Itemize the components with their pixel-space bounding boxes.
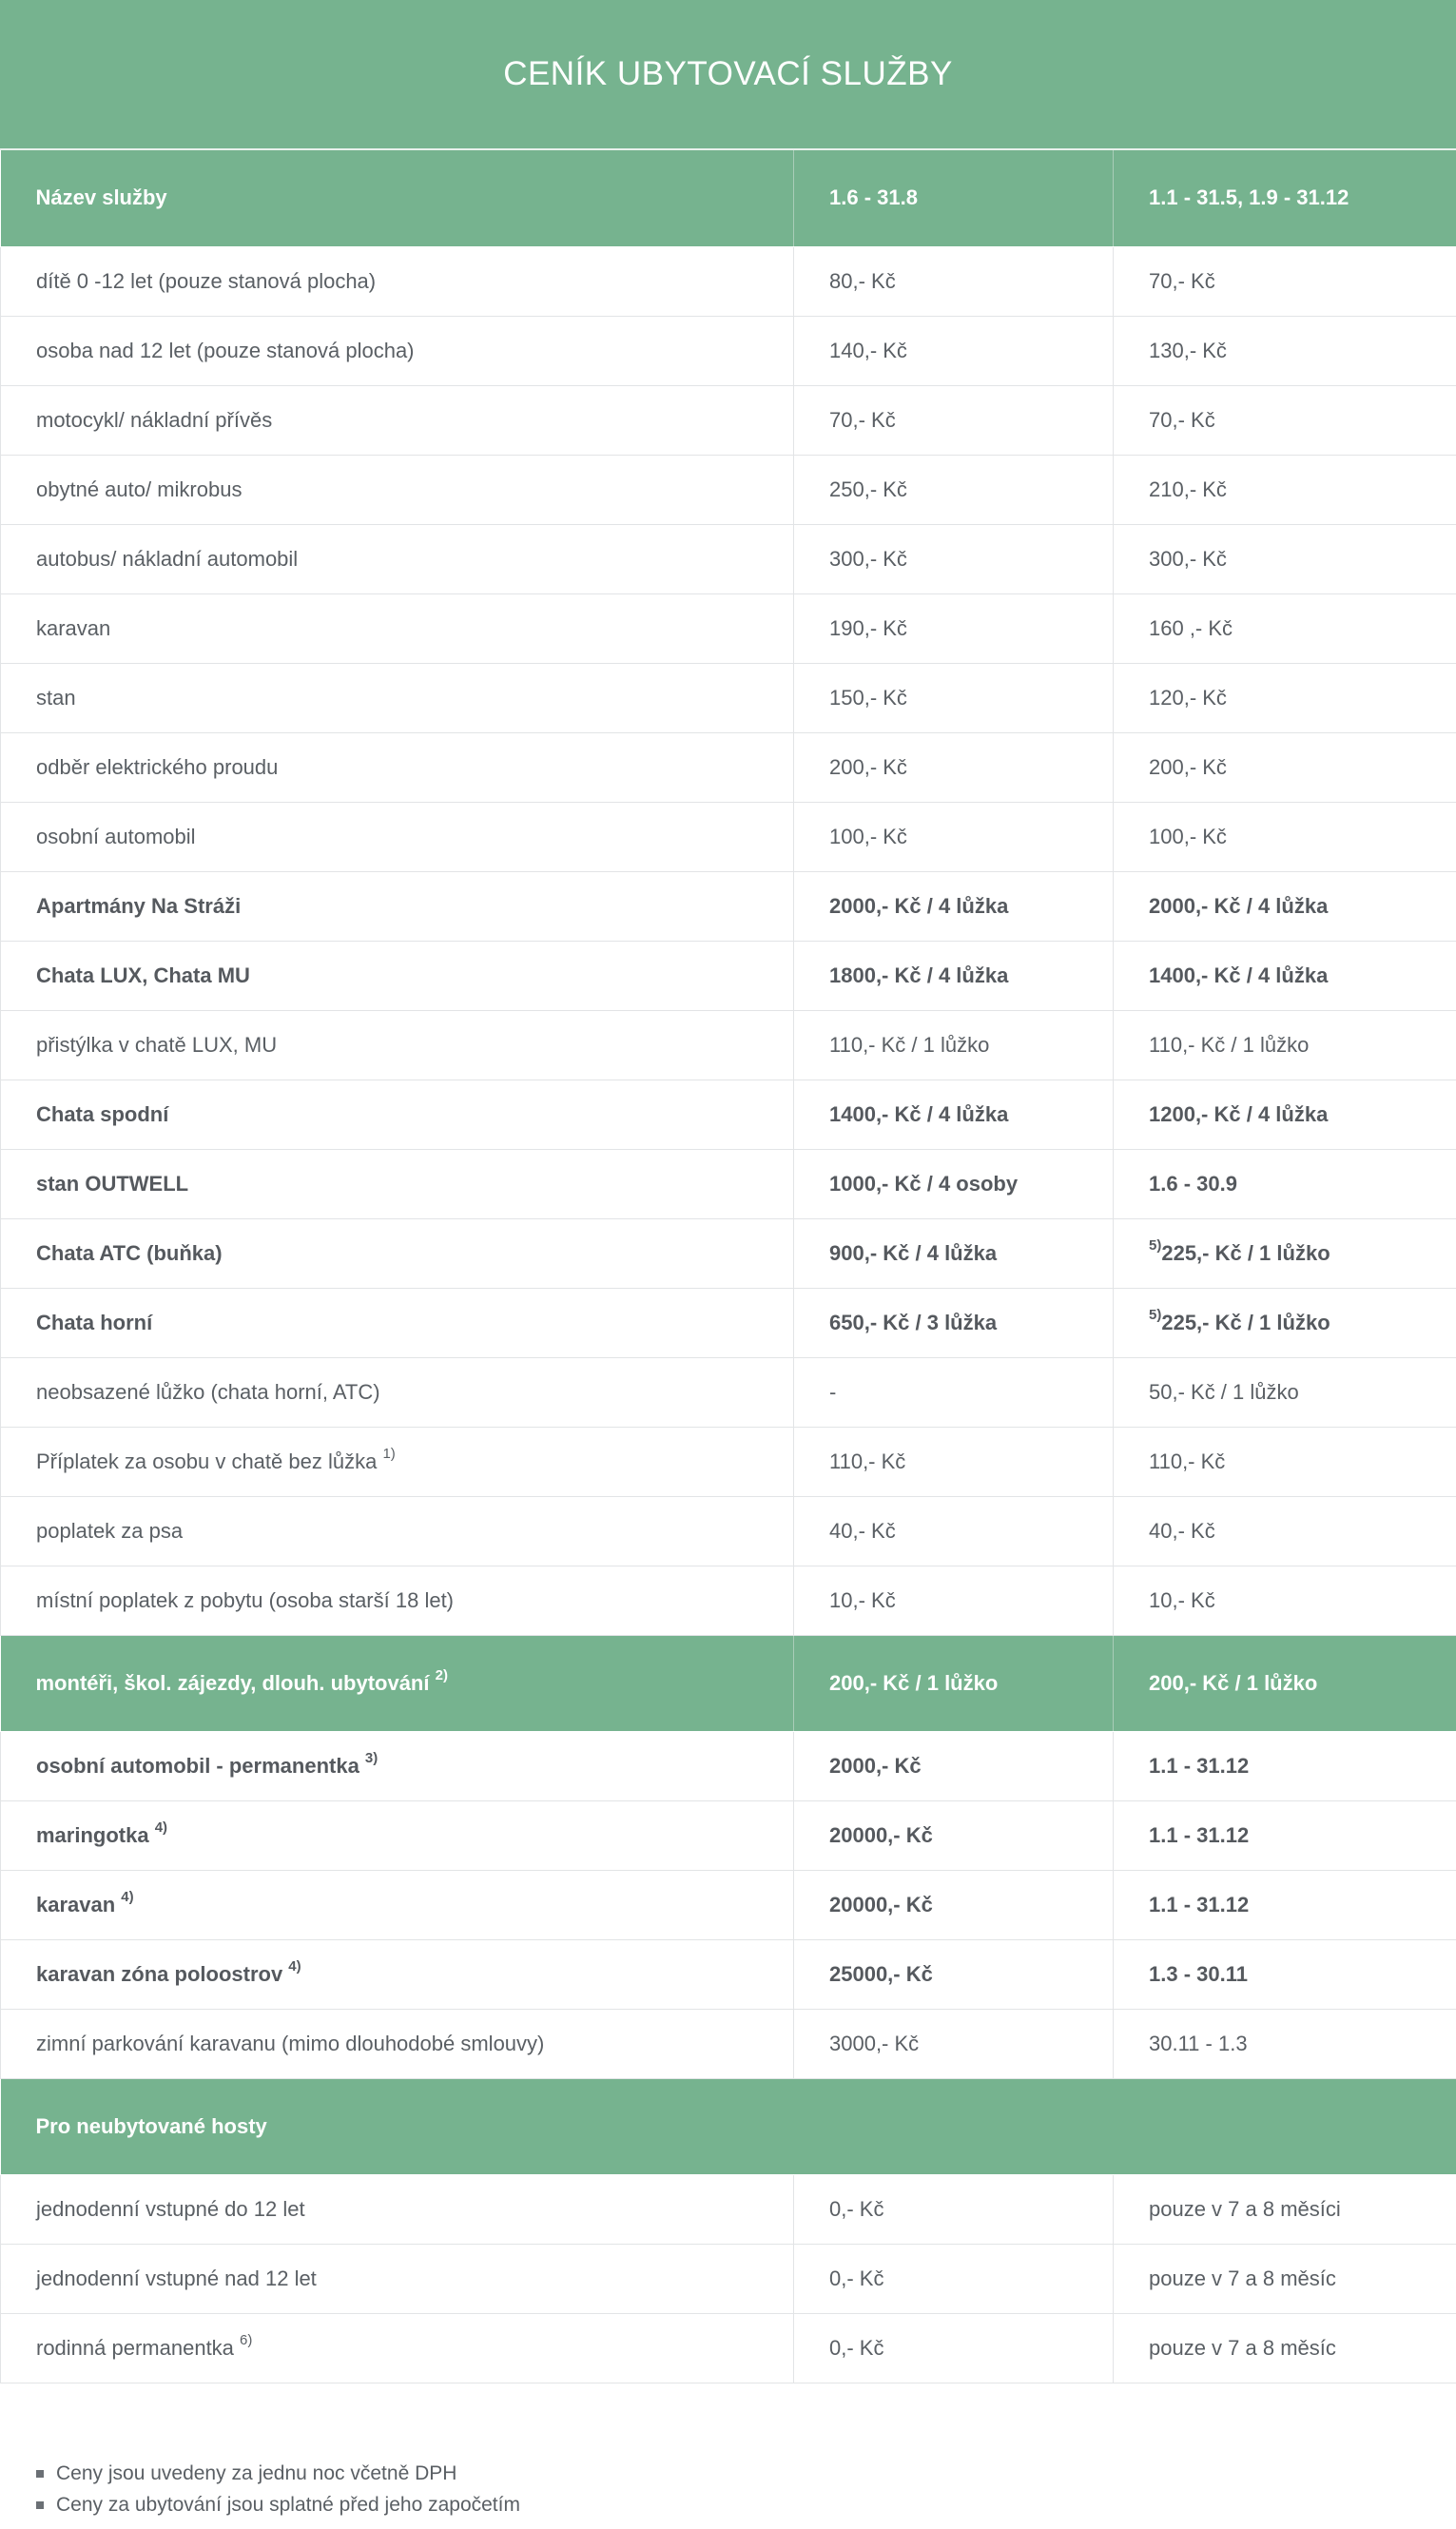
service-name-cell (1, 1149, 794, 1218)
service-name: motocykl/ nákladní přívěs (36, 407, 273, 432)
header-summer-season: 1.6 - 31.8 (794, 150, 1114, 246)
off-season-price-cell (1114, 1731, 1456, 1800)
summer-price-cell: 250,- Kč (794, 455, 1114, 524)
service-name-cell (1, 1731, 794, 1800)
header-off-season: 1.1 - 31.5, 1.9 - 31.12 (1114, 150, 1456, 246)
summer-price-cell: 20000,- Kč (794, 1800, 1114, 1870)
price-table-body (1, 150, 1456, 2383)
service-name: místní poplatek z pobytu (osoba starší 18 let) (36, 1587, 455, 1612)
service-name: stan (36, 685, 76, 710)
off-season-price: 300,- Kč (1149, 546, 1227, 571)
table-row (1, 2313, 1456, 2383)
service-name: stan OUTWELL (36, 1171, 189, 1196)
service-name-cell (1, 1635, 794, 1731)
off-season-price-cell (1114, 455, 1456, 524)
off-season-price: 70,- Kč (1149, 407, 1215, 432)
footnote-marker: 6) (240, 2332, 253, 2349)
off-season-price: 225,- Kč / 1 lůžko (1161, 1240, 1330, 1265)
service-name-cell (1, 524, 794, 593)
table-row (1, 2244, 1456, 2313)
summer-price-cell: 200,- Kč (794, 732, 1114, 802)
service-name: Chata LUX, Chata MU (36, 963, 250, 987)
off-season-price: 1200,- Kč / 4 lůžka (1149, 1101, 1329, 1126)
off-season-price: 70,- Kč (1149, 268, 1215, 293)
service-name: Pro neubytované hosty (35, 2113, 267, 2138)
summer-price-cell: 10,- Kč (794, 1566, 1114, 1635)
off-season-price: 10,- Kč (1149, 1587, 1215, 1612)
off-season-price: pouze v 7 a 8 měsíc (1149, 2266, 1336, 2290)
service-name: autobus/ nákladní automobil (36, 546, 299, 571)
bullet-icon (36, 2501, 44, 2509)
summer-price-cell: 100,- Kč (794, 802, 1114, 871)
off-season-price: 100,- Kč (1149, 824, 1227, 848)
off-season-price: 130,- Kč (1149, 338, 1227, 362)
summer-price-cell: 70,- Kč (794, 385, 1114, 455)
service-name: Apartmány Na Stráži (36, 893, 242, 918)
off-season-price: 200,- Kč (1149, 754, 1227, 779)
service-name: osoba nad 12 let (pouze stanová plocha) (36, 338, 415, 362)
off-season-price-cell (1114, 1800, 1456, 1870)
table-row (1, 871, 1456, 941)
service-name-cell (1, 1939, 794, 2009)
off-season-price-cell (1114, 1635, 1456, 1731)
service-name: osobní automobil - permanentka (36, 1753, 365, 1778)
table-row (1, 316, 1456, 385)
table-row (1, 1080, 1456, 1149)
off-season-price: 225,- Kč / 1 lůžko (1161, 1310, 1330, 1334)
summer-price-cell: 40,- Kč (794, 1496, 1114, 1566)
note-text: Ceny za ubytování jsou splatné před jeho započetím (56, 2493, 520, 2516)
off-season-price-cell (1114, 2009, 1456, 2078)
table-row (1, 1010, 1456, 1080)
service-name-cell (1, 1357, 794, 1427)
service-name-cell (1, 1080, 794, 1149)
off-season-price: 1.1 - 31.12 (1149, 1892, 1250, 1916)
off-season-price-cell (1114, 1870, 1456, 1939)
service-name-cell (1, 1288, 794, 1357)
summer-price-cell: 0,- Kč (794, 2244, 1114, 2313)
service-name: neobsazené lůžko (chata horní, ATC) (36, 1379, 380, 1404)
section-row (1, 1635, 1456, 1731)
summer-price-cell: 200,- Kč / 1 lůžko (794, 1635, 1114, 1731)
summer-price-cell: 25000,- Kč (794, 1939, 1114, 2009)
note-item (36, 2489, 1456, 2520)
service-name-cell (1, 871, 794, 941)
summer-price-cell: 1800,- Kč / 4 lůžka (794, 941, 1114, 1010)
table-row (1, 1427, 1456, 1496)
service-name: jednodenní vstupné do 12 let (36, 2196, 305, 2221)
off-season-price: 40,- Kč (1149, 1518, 1215, 1543)
off-season-price-cell (1114, 1149, 1456, 1218)
service-name-cell (1, 593, 794, 663)
table-row (1, 1566, 1456, 1635)
off-season-price-cell (1114, 2244, 1456, 2313)
service-name: přistýlka v chatě LUX, MU (36, 1032, 278, 1057)
summer-price-cell: 140,- Kč (794, 316, 1114, 385)
summer-price-cell: 0,- Kč (794, 2313, 1114, 2383)
service-name-cell (1, 1218, 794, 1288)
service-name: Příplatek za osobu v chatě bez lůžka (36, 1449, 383, 1473)
footnote-marker: 5) (1149, 1307, 1162, 1324)
note-text: Ceny jsou uvedeny za jednu noc včetně DPH (56, 2461, 457, 2484)
price-table (0, 150, 1456, 2383)
off-season-price-cell (1114, 802, 1456, 871)
service-name-cell (1, 2174, 794, 2244)
service-name-cell (1, 1870, 794, 1939)
table-row (1, 1149, 1456, 1218)
summer-price-cell: 20000,- Kč (794, 1870, 1114, 1939)
off-season-price-cell (1114, 1218, 1456, 1288)
section-row (1, 2078, 1456, 2174)
service-name: montéři, škol. zájezdy, dlouh. ubytování (35, 1670, 436, 1695)
off-season-price: 110,- Kč (1149, 1449, 1226, 1473)
table-row (1, 524, 1456, 593)
service-name: Chata spodní (36, 1101, 169, 1126)
off-season-price-cell (1114, 732, 1456, 802)
service-name: karavan zóna poloostrov (36, 1961, 289, 1986)
service-name: odběr elektrického proudu (36, 754, 279, 779)
service-name: Chata ATC (buňka) (36, 1240, 223, 1265)
service-name-cell (1, 1566, 794, 1635)
summer-price-cell: 1000,- Kč / 4 osoby (794, 1149, 1114, 1218)
footnote-marker: 5) (1149, 1237, 1162, 1255)
off-season-price-cell (1114, 1566, 1456, 1635)
off-season-price: 1400,- Kč / 4 lůžka (1149, 963, 1329, 987)
table-row (1, 1731, 1456, 1800)
off-season-price: 1.1 - 31.12 (1149, 1753, 1250, 1778)
service-name-cell (1, 1010, 794, 1080)
table-row (1, 732, 1456, 802)
service-name: osobní automobil (36, 824, 196, 848)
service-name: karavan (36, 615, 111, 640)
off-season-price: 200,- Kč / 1 lůžko (1149, 1670, 1318, 1695)
footnote-marker: 4) (121, 1889, 134, 1906)
table-row (1, 246, 1456, 316)
off-season-price-cell (1114, 246, 1456, 316)
service-name: poplatek za psa (36, 1518, 184, 1543)
footnote-marker: 1) (382, 1446, 396, 1463)
summer-price-cell: - (794, 1357, 1114, 1427)
service-name-cell (1, 385, 794, 455)
table-row (1, 593, 1456, 663)
service-name: obytné auto/ mikrobus (36, 477, 243, 501)
off-season-price: 2000,- Kč / 4 lůžka (1149, 893, 1329, 918)
off-season-price: 110,- Kč / 1 lůžko (1149, 1032, 1310, 1057)
summer-price-cell: 650,- Kč / 3 lůžka (794, 1288, 1114, 1357)
table-row (1, 1357, 1456, 1427)
table-row (1, 2009, 1456, 2078)
service-name: jednodenní vstupné nad 12 let (36, 2266, 317, 2290)
summer-price-cell: 3000,- Kč (794, 2009, 1114, 2078)
service-name-cell (1, 941, 794, 1010)
service-name-cell (1, 2009, 794, 2078)
service-name-cell (1, 2313, 794, 2383)
summer-price-cell: 0,- Kč (794, 2174, 1114, 2244)
table-row (1, 941, 1456, 1010)
table-row (1, 802, 1456, 871)
off-season-price-cell (1114, 2313, 1456, 2383)
off-season-price: 1.6 - 30.9 (1149, 1171, 1237, 1196)
summer-price-cell: 110,- Kč (794, 1427, 1114, 1496)
service-name: zimní parkování karavanu (mimo dlouhodobé smlouvy) (36, 2031, 545, 2055)
summer-price-cell: 190,- Kč (794, 593, 1114, 663)
notes-list (36, 2458, 1456, 2520)
off-season-price-cell (1114, 1357, 1456, 1427)
service-name-cell (1, 732, 794, 802)
off-season-price: 120,- Kč (1149, 685, 1227, 710)
off-season-price-cell (1114, 1080, 1456, 1149)
table-row (1, 663, 1456, 732)
summer-price-cell: 2000,- Kč / 4 lůžka (794, 871, 1114, 941)
off-season-price-cell (1114, 593, 1456, 663)
off-season-price-cell (1114, 1939, 1456, 2009)
service-name: Chata horní (36, 1310, 153, 1334)
off-season-price-cell (1114, 871, 1456, 941)
service-name-cell (1, 663, 794, 732)
off-season-price-cell (1114, 316, 1456, 385)
note-item (36, 2458, 1456, 2489)
page-title: CENÍK UBYTOVACÍ SLUŽBY (503, 55, 953, 92)
service-name-cell (1, 1800, 794, 1870)
service-name-cell (1, 316, 794, 385)
off-season-price: 210,- Kč (1149, 477, 1227, 501)
service-name: karavan (36, 1892, 122, 1916)
table-row (1, 1218, 1456, 1288)
table-row (1, 2174, 1456, 2244)
off-season-price-cell (1114, 1010, 1456, 1080)
service-name: dítě 0 -12 let (pouze stanová plocha) (36, 268, 377, 293)
table-row (1, 1939, 1456, 2009)
off-season-price: pouze v 7 a 8 měsíci (1149, 2196, 1341, 2221)
table-row (1, 1288, 1456, 1357)
summer-price-cell: 80,- Kč (794, 246, 1114, 316)
off-season-price-cell (1114, 1427, 1456, 1496)
footnote-marker: 2) (435, 1667, 448, 1684)
off-season-price: pouze v 7 a 8 měsíc (1149, 2335, 1336, 2360)
service-name: rodinná permanentka (36, 2335, 241, 2360)
table-row (1, 1870, 1456, 1939)
table-row (1, 455, 1456, 524)
off-season-price: 50,- Kč / 1 lůžko (1149, 1379, 1299, 1404)
off-season-price-cell (1114, 385, 1456, 455)
off-season-price: 1.1 - 31.12 (1149, 1822, 1250, 1847)
summer-price-cell: 300,- Kč (794, 524, 1114, 593)
service-name-cell (1, 246, 794, 316)
summer-price-cell: 1400,- Kč / 4 lůžka (794, 1080, 1114, 1149)
service-name-cell (1, 2078, 1456, 2174)
service-name-cell (1, 802, 794, 871)
off-season-price-cell (1114, 941, 1456, 1010)
off-season-price-cell (1114, 524, 1456, 593)
off-season-price-cell (1114, 2174, 1456, 2244)
service-name-cell (1, 1427, 794, 1496)
off-season-price: 30.11 - 1.3 (1149, 2031, 1248, 2055)
off-season-price-cell (1114, 1288, 1456, 1357)
table-row (1, 1800, 1456, 1870)
footnote-marker: 4) (154, 1819, 168, 1837)
bullet-icon (36, 2470, 44, 2478)
table-header-row (1, 150, 1456, 246)
table-row (1, 1496, 1456, 1566)
service-name: maringotka (36, 1822, 155, 1847)
title-band (0, 0, 1456, 150)
footnote-marker: 3) (364, 1750, 379, 1767)
summer-price-cell: 110,- Kč / 1 lůžko (794, 1010, 1114, 1080)
summer-price-cell: 150,- Kč (794, 663, 1114, 732)
summer-price-cell: 2000,- Kč (794, 1731, 1114, 1800)
service-name-cell (1, 455, 794, 524)
service-name-cell (1, 2244, 794, 2313)
service-name-cell (1, 1496, 794, 1566)
header-service-name: Název služby (1, 150, 794, 246)
off-season-price: 160 ,- Kč (1149, 615, 1233, 640)
table-row (1, 385, 1456, 455)
summer-price-cell: 900,- Kč / 4 lůžka (794, 1218, 1114, 1288)
off-season-price-cell (1114, 663, 1456, 732)
off-season-price-cell (1114, 1496, 1456, 1566)
off-season-price: 1.3 - 30.11 (1149, 1961, 1248, 1986)
footnote-marker: 4) (288, 1958, 301, 1975)
